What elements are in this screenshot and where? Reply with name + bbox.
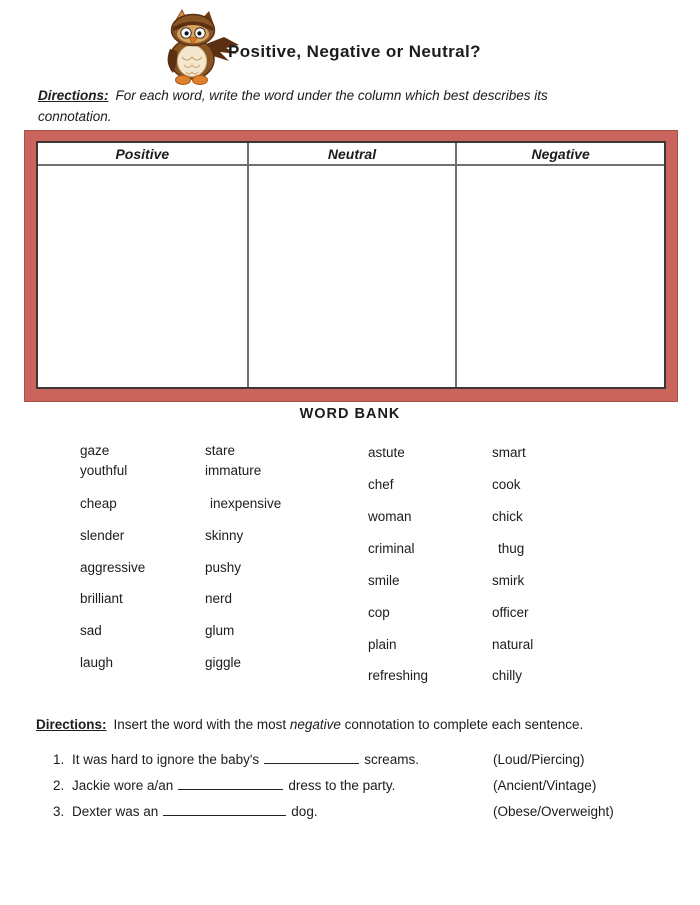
- column-header-negative: Negative: [455, 143, 664, 166]
- directions-bottom: [36, 716, 676, 735]
- word-bank-word: officer: [492, 605, 529, 620]
- word-bank-word: aggressive: [80, 560, 146, 575]
- word-bank-word: cook: [492, 477, 521, 492]
- directions-top: [38, 86, 658, 128]
- word-bank-word: nerd: [205, 591, 233, 606]
- directions-text-before: Insert the word with the most: [113, 717, 290, 732]
- connotation-table-frame: [24, 130, 678, 402]
- directions-text-line2: connotation.: [38, 108, 112, 124]
- directions-text-line1: For each word, write the word under the column which best describes its: [115, 88, 548, 103]
- sentence-item: [0, 804, 700, 822]
- sentence-before: Dexter was an: [72, 804, 159, 819]
- word-bank-word: slender: [80, 528, 125, 543]
- word-bank-word: glum: [205, 623, 235, 638]
- directions-label: Directions:: [36, 717, 107, 732]
- word-bank-word: stare: [205, 443, 236, 458]
- sentence-item: [0, 778, 700, 796]
- word-bank-word: inexpensive: [210, 496, 282, 511]
- word-bank-word: chilly: [492, 668, 523, 683]
- word-bank-word: cop: [368, 605, 390, 620]
- word-bank-word: smart: [492, 445, 526, 460]
- answer-area-negative: [455, 166, 664, 387]
- directions-text-after: connotation to complete each sentence.: [340, 717, 584, 732]
- sentence-number: 2.: [53, 778, 65, 793]
- word-bank-word: thug: [498, 541, 525, 556]
- column-header-positive: Positive: [38, 143, 247, 166]
- sentence-before: Jackie wore a/an: [72, 778, 174, 793]
- word-bank-word: natural: [492, 637, 534, 652]
- word-bank-word: skinny: [205, 528, 244, 543]
- directions-italic-word: negative: [289, 717, 341, 732]
- answer-blank: [178, 778, 283, 790]
- word-bank-word: chick: [492, 509, 523, 524]
- word-choices: (Obese/Overweight): [493, 804, 614, 819]
- sentence-text: [72, 752, 419, 767]
- sentence-before: It was hard to ignore the baby's: [72, 752, 260, 767]
- answer-area-neutral: [247, 166, 456, 387]
- directions-label: Directions:: [38, 88, 109, 103]
- word-bank-word: brilliant: [80, 591, 123, 606]
- answer-blank: [163, 804, 286, 816]
- word-bank-word: plain: [368, 637, 397, 652]
- sentence-after: dress to the party.: [288, 778, 396, 793]
- word-bank-word: refreshing: [368, 668, 429, 683]
- word-bank-word: pushy: [205, 560, 242, 575]
- sentence-item: [0, 752, 700, 770]
- answer-blank: [264, 752, 359, 764]
- sentence-after: screams.: [364, 752, 419, 767]
- word-bank-title: WORD BANK: [299, 406, 401, 422]
- word-bank-word: laugh: [80, 655, 114, 670]
- word-choices: (Ancient/Vintage): [493, 778, 597, 793]
- word-bank-word: smile: [368, 573, 400, 588]
- word-choices: (Loud/Piercing): [493, 752, 585, 767]
- word-bank-word: giggle: [205, 655, 242, 670]
- word-bank-word: youthful: [80, 463, 128, 478]
- word-bank-word: criminal: [368, 541, 415, 556]
- page-title: Positive, Negative or Neutral?: [228, 42, 481, 61]
- word-bank-word: astute: [368, 445, 405, 460]
- connotation-table: [36, 141, 666, 389]
- word-bank-word: cheap: [80, 496, 117, 511]
- word-bank-word: smirk: [492, 573, 525, 588]
- sentence-number: 3.: [53, 804, 65, 819]
- column-header-neutral: Neutral: [247, 143, 456, 166]
- word-bank-word: gaze: [80, 443, 110, 458]
- sentence-text: [72, 778, 395, 793]
- answer-area-positive: [38, 166, 247, 387]
- sentence-after: dog.: [291, 804, 318, 819]
- word-bank-word: sad: [80, 623, 102, 638]
- sentence-number: 1.: [53, 752, 65, 767]
- word-bank-word: chef: [368, 477, 394, 492]
- sentence-text: [72, 804, 318, 819]
- word-bank-word: woman: [368, 509, 412, 524]
- word-bank-word: immature: [205, 463, 262, 478]
